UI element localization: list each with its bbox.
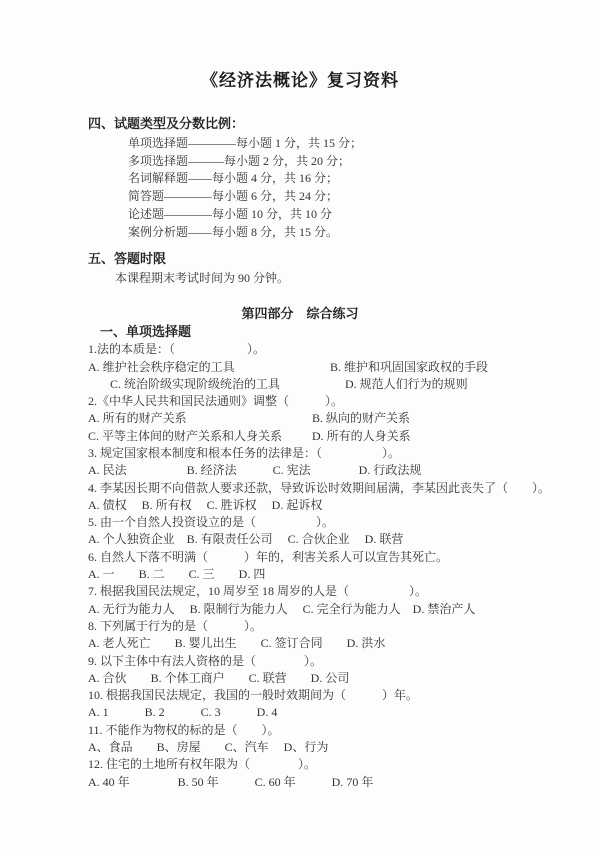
- score-item: 多项选择题———每小题 2 分，共 20 分；: [128, 153, 351, 168]
- question-line: 1.法的本质是：（ ）。: [88, 342, 266, 357]
- option-line: A. 老人死亡 B. 婴儿出生 C. 签订合同 D. 洪水: [88, 636, 386, 651]
- question-line: 11. 不能作为物权的标的是（ ）。: [88, 722, 280, 737]
- score-item: 案例分析题——每小题 8 分，共 15 分。: [128, 224, 339, 239]
- question-line: 4. 李某因长期不向借款人要求还款，导致诉讼时效期间届满，李某因此丧失了（ ）。: [88, 480, 551, 495]
- exercise-lines: [88, 341, 600, 791]
- question-line: 10. 根据我国民法规定，我国的一般时效期间为（ ）年。: [88, 688, 419, 703]
- question-line: 12. 住宅的土地所有权年限为（ ）。: [88, 757, 317, 772]
- option-line: A. 个人独资企业 B. 有限责任公司 C. 合伙企业 D. 联营: [88, 532, 404, 547]
- document-title: 《经济法概论》复习资料: [201, 71, 399, 90]
- option-line: [88, 428, 600, 445]
- section-four: [88, 115, 600, 241]
- option-line: A. 债权 B. 所有权 C. 胜诉权 D. 起诉权: [88, 497, 323, 512]
- question-line: 3. 规定国家根本制度和根本任务的法律是：（ ）。: [88, 446, 401, 460]
- option-col: D. 规范人们行为的规则: [345, 376, 468, 391]
- question-line: 2.《中华人民共和国民法通则》调整（ ）。: [88, 394, 344, 409]
- score-item: 简答题————每小题 6 分，共 24 分；: [128, 189, 339, 204]
- section-four-heading: 四、试题类型及分数比例：: [88, 116, 245, 131]
- option-line: A. 无行为能力人 B. 限制行为能力人 C. 完全行为能力人 D. 禁治产人: [88, 601, 476, 616]
- option-line: A. 合伙 B. 个体工商户 C. 联营 D. 公司: [88, 670, 350, 685]
- question-line: 7. 根据我国民法规定，10 周岁至 18 周岁的人是（ ）。: [88, 584, 428, 599]
- score-item: 名词解释题——每小题 4 分，共 16 分；: [128, 171, 339, 186]
- option-col: A. 所有的财产关系: [88, 411, 187, 426]
- score-item: 单项选择题————每小题 1 分，共 15 分；: [128, 136, 363, 150]
- option-line: A. 民法 B. 经济法 C. 宪法 D. 行政法规: [88, 463, 422, 478]
- option-col: B. 维护和巩固国家政权的手段: [330, 359, 489, 374]
- score-item: 论述题————每小题 10 分，共 10 分: [128, 206, 333, 221]
- option-col: B. 纵向的财产关系: [312, 411, 411, 426]
- score-items: [128, 135, 600, 241]
- option-line: [88, 359, 600, 376]
- option-col: C. 平等主体间的财产关系和人身关系: [88, 428, 283, 443]
- option-line: A. 40 年 B. 50 年 C. 60 年 D. 70 年: [88, 774, 374, 789]
- option-line: A. 1 B. 2 C. 3 D. 4: [88, 705, 278, 720]
- section-five-heading: 五、答题时限: [88, 251, 167, 267]
- question-line: 9. 以下主体中有法人资格的是（ ）。: [88, 653, 323, 668]
- question-line: 6. 自然人下落不明满（ ）年的，利害关系人可以宣告其死亡。: [88, 549, 449, 564]
- section-five: [88, 250, 600, 287]
- option-line: A、食品 B、房屋 C、汽车 D、行为: [88, 740, 329, 755]
- option-col: A. 维护社会秩序稳定的工具: [88, 359, 235, 374]
- question-line: 8. 下列属于行为的是（ ）。: [88, 618, 263, 633]
- section-five-body: 本课程期末考试时间为 90 分钟。: [115, 271, 290, 286]
- option-col: C. 统治阶级实现阶级统治的工具: [110, 376, 281, 391]
- part-heading: 第四部分 综合练习: [241, 306, 359, 322]
- option-line: [88, 410, 600, 427]
- option-line: [88, 376, 600, 393]
- subsection-heading: 一、单项选择题: [100, 324, 192, 340]
- option-line: A. 一 B. 二 C. 三 D. 四: [88, 567, 266, 582]
- option-col: D. 所有的人身关系: [312, 428, 411, 443]
- question-line: 5. 由一个自然人投资设立的是（ ）。: [88, 515, 335, 530]
